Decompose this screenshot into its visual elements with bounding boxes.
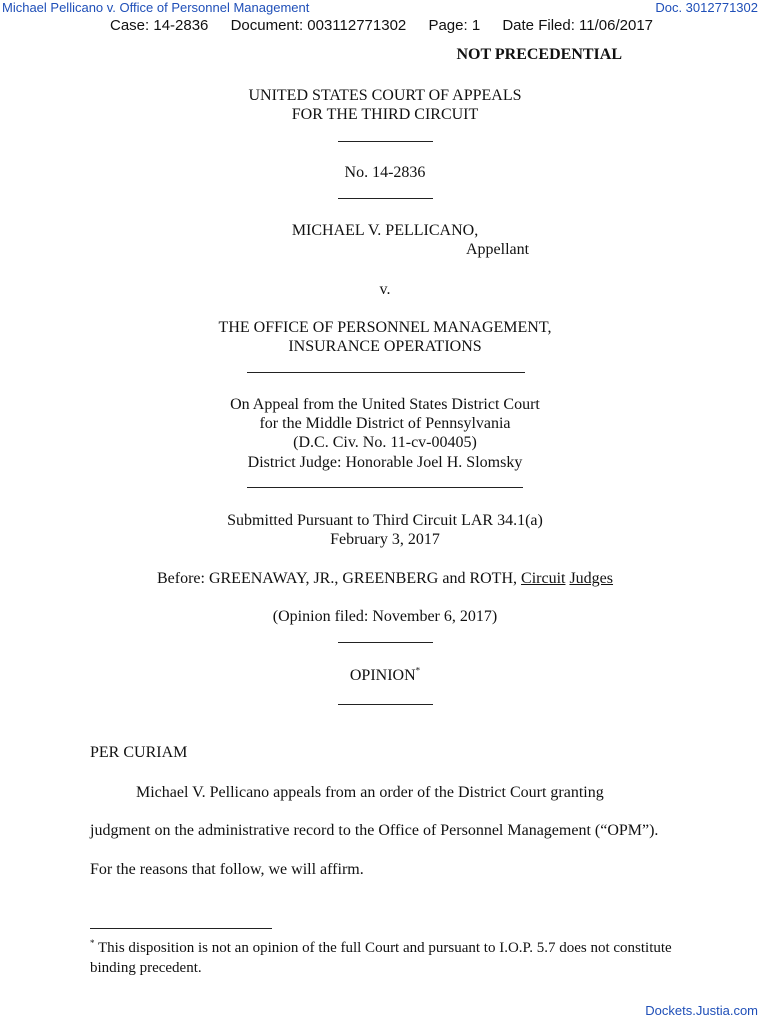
appeal-line2: for the Middle District of Pennsylvania [259,415,511,432]
divider [338,704,433,705]
docket-number: No. 14-2836 [344,164,426,181]
appeal-line3: (D.C. Civ. No. 11-cv-00405) [293,434,477,451]
footnote-marker[interactable]: * [415,665,421,676]
appeal-line4: District Judge: Honorable Joel H. Slomsky [247,454,523,471]
opinion-heading [0,666,770,686]
footnote-marker-bottom: * [90,938,95,948]
precedential-status: NOT PRECEDENTIAL [456,46,622,63]
versus: v. [379,281,391,298]
divider [247,372,525,373]
paragraph-line3: For the reasons that follow, we will affirm. [90,861,364,878]
appellant-role: Appellant [466,241,530,258]
appellant-name: MICHAEL V. PELLICANO, [291,222,479,239]
panel-judges-names: Before: GREENAWAY, JR., GREENBERG and ROTH, [156,570,522,587]
case-number: Case: 14-2836 [110,17,209,34]
divider [338,141,433,142]
opinion-title: OPINION [349,667,416,684]
divider [338,642,433,643]
court-name-line1: UNITED STATES COURT OF APPEALS [248,87,522,104]
appellee-line1: THE OFFICE OF PERSONNEL MANAGEMENT, [218,319,552,336]
source-link[interactable]: Dockets.Justia.com [645,1003,758,1018]
footnote [90,938,690,978]
document-number: Document: 003112771302 [230,17,407,34]
paragraph-line2: judgment on the administrative record to the Office of Personnel Management (“OPM”). [90,822,659,839]
appellee-line2: INSURANCE OPERATIONS [288,338,482,355]
submitted-line1: Submitted Pursuant to Third Circuit LAR 34.1(a) [227,512,543,529]
appeal-line1: On Appeal from the United States District Court [230,396,540,413]
case-header [110,17,653,34]
paragraph-line1: Michael V. Pellicano appeals from an order of the District Court granting [136,784,604,801]
date-filed: Date Filed: 11/06/2017 [502,17,654,34]
submitted-line2: February 3, 2017 [330,531,440,548]
circuit-word: Circuit [521,570,566,587]
opinion-filed-date: (Opinion filed: November 6, 2017) [272,608,498,625]
page-number: Page: 1 [428,17,481,34]
document-title-link[interactable]: Michael Pellicano v. Office of Personnel Management [2,0,310,15]
court-name-line2: FOR THE THIRD CIRCUIT [291,106,479,123]
divider [338,198,433,199]
footnote-text: This disposition is not an opinion of the full Court and pursuant to I.O.P. 5.7 does not constitute binding precedent. [90,940,672,976]
per-curiam-heading: PER CURIAM [90,744,188,761]
divider [247,487,523,488]
judges-word: Judges [569,570,614,587]
document-id-link[interactable]: Doc. 3012771302 [655,0,758,15]
panel-judges [0,569,770,589]
footnote-divider [90,928,272,929]
